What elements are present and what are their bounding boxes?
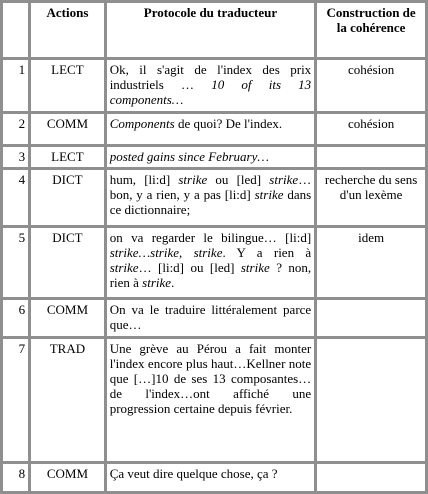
protocole-segment: Une grève au Pérou a fait monter l'index encore plus haut…Kellner note que […]10 de ses 13 composantes…de l'index…ont affiché une progression certaine depuis février.: [109, 341, 312, 417]
protocole-segment: Ça veut dire quelque chose, ça ?: [109, 466, 278, 482]
protocole-segment: … bon, y a rien, y a pas [li:d]: [109, 172, 312, 203]
header-actions: Actions: [31, 3, 104, 57]
protocole-segment: … [li:d] ou [led]: [138, 259, 241, 275]
header-coherence: Construction de la cohérence: [317, 3, 425, 57]
table-row: [3, 147, 425, 168]
row-action: DICT: [31, 228, 104, 297]
row-number: 2: [3, 114, 28, 144]
row-coherence: [317, 300, 425, 336]
protocole-italic-segment: strike: [254, 187, 284, 203]
protocole-italic-segment: posted gains since February…: [109, 148, 269, 164]
row-protocole: [107, 114, 315, 144]
row-coherence: [317, 147, 425, 168]
protocole-italic-segment: strike…strike, strike: [109, 244, 223, 260]
row-coherence: idem: [317, 228, 425, 297]
row-action: COMM: [31, 114, 104, 144]
protocole-italic-segment: strike: [178, 172, 208, 188]
row-protocole: [107, 60, 315, 111]
protocole-italic-segment: strike: [269, 172, 299, 188]
row-coherence: [317, 339, 425, 461]
row-coherence: recherche du sens d'un lexème: [317, 170, 425, 225]
table-row: [3, 60, 425, 111]
row-number: 8: [3, 464, 28, 491]
table-row: [3, 114, 425, 144]
protocole-italic-segment: strike: [142, 274, 172, 290]
protocole-segment: de quoi? De l'index.: [174, 115, 283, 131]
protocole-italic-segment: Components: [109, 115, 175, 131]
table-row: [3, 300, 425, 336]
protocole-segment: on va regarder le bilingue… [li:d]: [109, 229, 312, 245]
table-row: [3, 170, 425, 225]
row-coherence: cohésion: [317, 60, 425, 111]
row-action: DICT: [31, 170, 104, 225]
row-number: 3: [3, 147, 28, 168]
protocole-segment: ? non, rien à: [109, 259, 312, 290]
row-number: 5: [3, 228, 28, 297]
table-row: [3, 339, 425, 461]
row-protocole: [107, 464, 315, 491]
protocole-segment: .: [171, 274, 175, 290]
row-protocole: [107, 170, 315, 225]
row-coherence: [317, 464, 425, 491]
protocole-segment: dans ce dictionnaire;: [109, 187, 312, 218]
protocole-segment: On va le traduire littéralement parce que…: [109, 302, 312, 333]
protocole-segment: hum, [li:d]: [109, 172, 179, 188]
row-action: COMM: [31, 464, 104, 491]
row-protocole: [107, 228, 315, 297]
header-row: [3, 3, 425, 57]
row-number: 4: [3, 170, 28, 225]
table-row: [3, 464, 425, 491]
row-action: LECT: [31, 147, 104, 168]
row-number: 1: [3, 60, 28, 111]
protocole-segment: ou [led]: [207, 172, 270, 188]
row-number: 7: [3, 339, 28, 461]
row-protocole: [107, 300, 315, 336]
table-row: [3, 228, 425, 297]
row-number: 6: [3, 300, 28, 336]
header-protocole: Protocole du traducteur: [107, 3, 315, 57]
row-coherence: cohésion: [317, 114, 425, 144]
protocole-italic-segment: strike: [109, 259, 139, 275]
protocole-italic-segment: strike: [240, 259, 270, 275]
protocole-segment: . Y a rien à: [222, 244, 312, 260]
row-action: COMM: [31, 300, 104, 336]
row-action: LECT: [31, 60, 104, 111]
row-protocole: [107, 147, 315, 168]
row-protocole: [107, 339, 315, 461]
header-num: [3, 3, 28, 57]
protocole-segment: Ok, il s'agit de l'index des prix industriels …: [109, 62, 312, 92]
row-action: TRAD: [31, 339, 104, 461]
protocole-italic-segment: 10 of its 13 components…: [109, 77, 312, 107]
